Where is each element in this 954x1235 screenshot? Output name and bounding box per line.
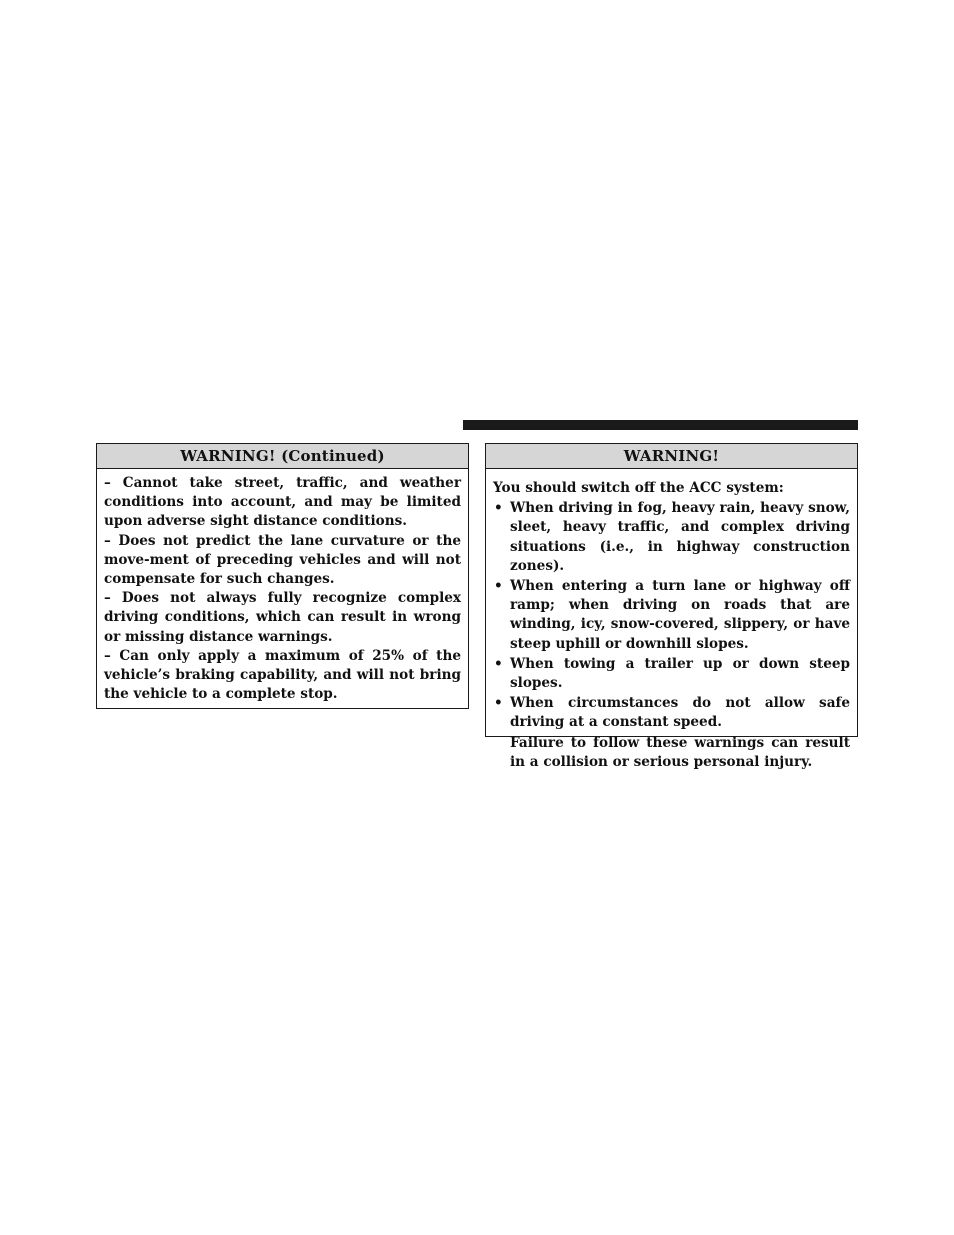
warning-item: – Does not predict the lane curvature or the move-ment of preceding vehicles and will not compensate for such changes. — [104, 532, 461, 588]
bullet-icon: • — [494, 695, 503, 712]
warning-body — [486, 469, 857, 772]
list-item — [493, 577, 850, 654]
bullet-icon: • — [494, 655, 503, 672]
warning-item: – Does not always fully recognize complex driving conditions, which can result in wrong or missing distance warnings. — [104, 590, 461, 645]
list-item-text: When entering a turn lane or highway off ramp; when driving on roads that are winding, icy, snow-covered, slippery, or have steep uphill or downhill slopes. — [510, 578, 850, 652]
warning-intro: You should switch off the ACC system: — [493, 480, 784, 496]
bullet-icon: • — [494, 500, 503, 517]
warning-bullet-list — [493, 499, 850, 732]
warning-item: – Cannot take street, traffic, and weather conditions into account, and may be limited upon adverse sight distance conditions. — [104, 475, 461, 530]
list-item-text: When towing a trailer up or down steep slopes. — [510, 655, 850, 692]
warning-box-continued — [96, 443, 469, 709]
section-divider-bar — [463, 420, 858, 430]
list-item — [493, 655, 850, 693]
warning-body — [97, 469, 468, 704]
list-item-text: When driving in fog, heavy rain, heavy snow, sleet, heavy traffic, and complex driving situations (i.e., in highway construction zones). — [510, 500, 850, 574]
list-item-text: When circumstances do not allow safe driving at a constant speed. — [510, 695, 850, 731]
warning-box — [485, 443, 858, 770]
bullet-icon: • — [494, 578, 503, 595]
list-item — [493, 499, 850, 576]
list-item — [493, 694, 850, 732]
warning-closing: Failure to follow these warnings can result in a collision or serious personal injury. — [510, 734, 850, 770]
warning-header: WARNING! — [486, 444, 857, 469]
warning-header: WARNING! (Continued) — [97, 444, 468, 469]
warning-item: – Can only apply a maximum of 25% of the vehicle’s braking capability, and will not bring the vehicle to a complete stop. — [104, 647, 461, 703]
